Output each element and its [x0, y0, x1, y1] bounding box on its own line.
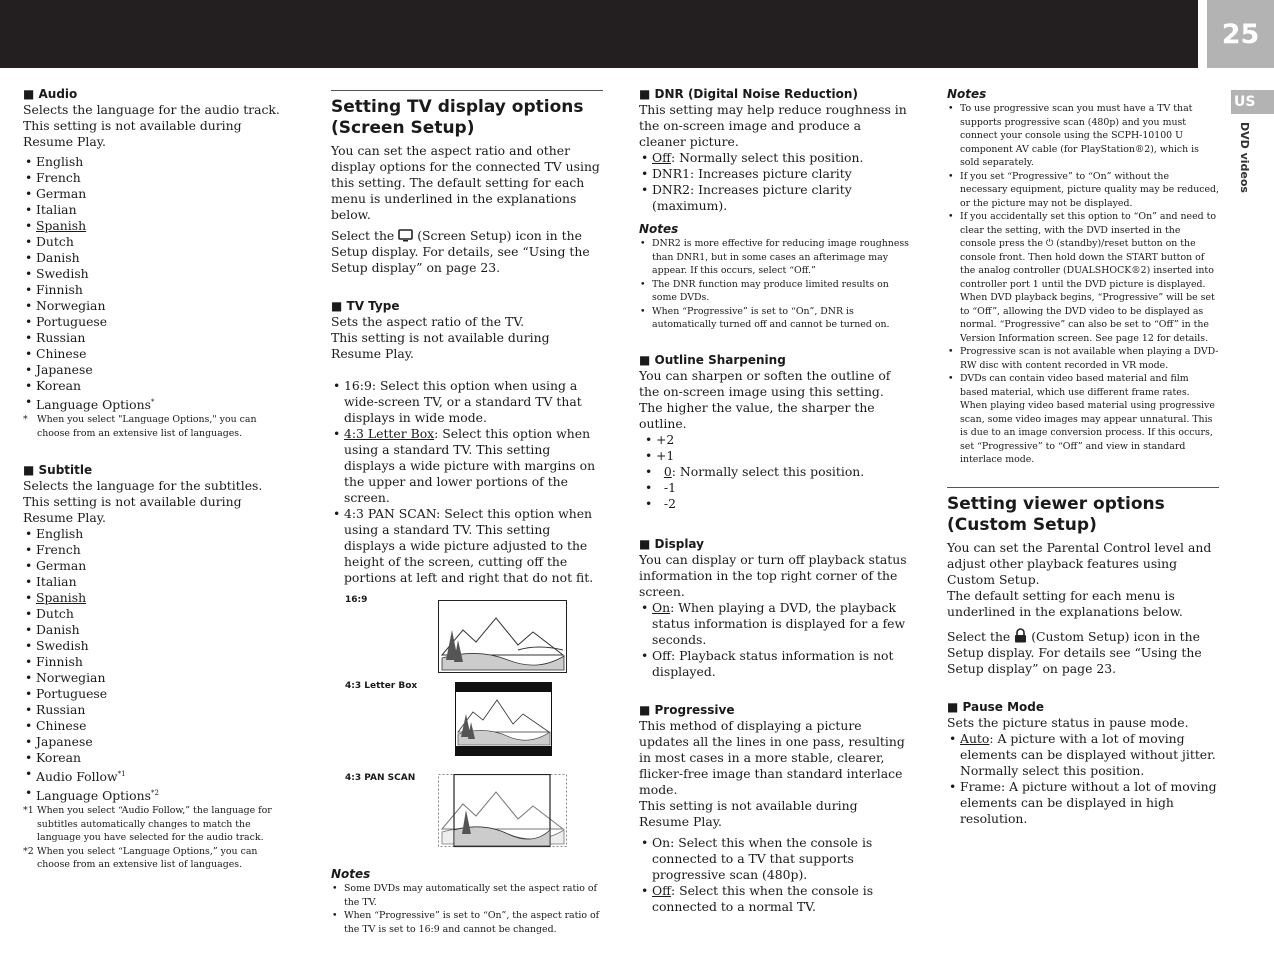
audio-note: This setting is not available during Resume Play.	[23, 118, 242, 149]
column-2	[331, 90, 603, 936]
option-value: -1	[663, 479, 676, 495]
list-item	[331, 426, 603, 506]
option-desc: : When playing a DVD, the playback status information is displayed for a few seconds.	[652, 599, 906, 647]
select-text-post: (Custom Setup) icon in the Setup display. For details see “Using the Setup display” on page 23.	[947, 628, 1202, 676]
list-item: • Swedish	[23, 638, 291, 654]
note-item: • If you set “Progressive” to “On” without the necessary equipment, picture quality may be reduced, or the picture may not be displayed.	[947, 170, 1219, 211]
list-item	[639, 150, 911, 166]
list-item	[639, 600, 911, 648]
default-option: Auto	[960, 730, 990, 746]
custom-setup-select	[947, 628, 1219, 677]
list-item: • Spanish	[23, 590, 291, 606]
footnote-mark: *2	[23, 845, 34, 857]
pause-mode-desc: Sets the picture status in pause mode.	[947, 714, 1189, 730]
item-label: Audio Follow	[36, 769, 118, 785]
list-item: • German	[23, 186, 291, 202]
note-item: • Progressive scan is not available when playing a DVD-RW disc with content recorded in VR mode.	[947, 345, 1219, 372]
progressive-notes-heading: Notes	[947, 87, 987, 101]
tv-notes-heading: Notes	[331, 867, 371, 881]
list-item: • Chinese	[23, 346, 291, 362]
aspect-ratio-figures	[331, 590, 603, 860]
page-number: 25	[1207, 0, 1274, 68]
tv-type-heading: ■ TV Type	[331, 298, 603, 314]
list-item: • English	[23, 154, 291, 170]
list-item: • English	[23, 526, 291, 542]
list-item: • Italian	[23, 574, 291, 590]
list-item: • Norwegian	[23, 670, 291, 686]
list-item: • Japanese	[23, 734, 291, 750]
list-item: • Portuguese	[23, 314, 291, 330]
dnr-options	[639, 150, 911, 214]
list-item: • Dutch	[23, 234, 291, 250]
column-4	[947, 86, 1219, 827]
list-item: • 4:3 PAN SCAN: Select this option when using a standard TV. This setting displays a wide picture adjusted to the height of the screen, cutting off the portions at left and right that do not fit.	[331, 506, 603, 586]
item-label: Language Options	[36, 397, 151, 413]
list-item	[23, 394, 291, 413]
list-item: • DNR2: Increases picture clarity (maximum).	[639, 182, 911, 214]
region-tab: US	[1231, 90, 1274, 114]
item-label: Language Options	[36, 788, 151, 804]
list-item: • 16:9: Select this option when using a wide-screen TV, or a standard TV that displays in wide mode.	[331, 378, 603, 426]
figure-label: 16:9	[345, 595, 368, 605]
list-item	[639, 883, 911, 915]
list-item: • Russian	[23, 702, 291, 718]
option-desc: : A picture with a lot of moving elements can be displayed without jitter. Normally select this position.	[960, 730, 1216, 778]
progressive-options	[639, 835, 911, 915]
list-item: • On: Select this when the console is connected to a TV that supports progressive scan (480p).	[639, 835, 911, 883]
default-option: Off	[652, 882, 671, 898]
screen-setup-select	[331, 228, 603, 276]
outline-options	[639, 432, 911, 512]
list-item: • Italian	[23, 202, 291, 218]
list-item: • Danish	[23, 622, 291, 638]
select-text-pre: Select the	[331, 228, 395, 243]
option-desc: : Normally select this position.	[670, 150, 864, 165]
display-options	[639, 600, 911, 680]
note-item: • DVDs can contain video based material and film based material, which use different frame rates. When playing video based material using progressive scan, some video images may appear unnatural. This is due to an image conversion process. If this occurs, set “Progressive” to “Off” and view in standard interlace mode.	[947, 372, 1219, 467]
list-item: • German	[23, 558, 291, 574]
pan-scan-illustration	[438, 774, 568, 848]
tv-type-desc: Sets the aspect ratio of the TV.	[331, 314, 525, 329]
default-option: 0	[663, 463, 672, 479]
list-item: • Spanish	[23, 218, 291, 234]
list-item	[643, 496, 911, 512]
dnr-notes-list	[639, 237, 911, 332]
audio-language-list	[23, 154, 291, 413]
list-item: • Dutch	[23, 606, 291, 622]
list-item: • French	[23, 542, 291, 558]
footnote-ref: *1	[117, 770, 126, 779]
list-item: • Korean	[23, 378, 291, 394]
column-3	[639, 86, 911, 915]
pause-mode-heading: ■ Pause Mode	[947, 699, 1219, 715]
figure-label: 4:3 Letter Box	[345, 681, 418, 691]
pause-mode-options	[947, 731, 1219, 827]
list-item: • Swedish	[23, 266, 291, 282]
footnote-text: When you select “Language Options,” you can choose from an extensive list of languages.	[37, 845, 258, 871]
letterbox-illustration	[455, 682, 553, 756]
list-item: • Korean	[23, 750, 291, 766]
custom-setup-intro-2: The default setting for each menu is underlined in the explanations below.	[947, 587, 1183, 619]
note-item: • When “Progressive” is set to “On”, DNR is automatically turned off and cannot be turned on.	[639, 305, 911, 332]
option-desc: : Select this option when using a standard TV. This setting displays a wide picture with margins on the upper and lower portions of the screen.	[344, 426, 596, 505]
footnote-mark: *1	[23, 805, 34, 817]
list-item: • +2	[643, 432, 911, 448]
dnr-notes-heading: Notes	[639, 222, 679, 236]
option-value: -2	[663, 495, 676, 511]
list-item	[643, 464, 911, 480]
list-item: • Danish	[23, 250, 291, 266]
outline-desc: You can sharpen or soften the outline of the on-screen image using this setting. The higher the value, the sharper the outline.	[639, 367, 891, 431]
custom-setup-lock-icon	[1014, 628, 1027, 643]
screen-setup-icon	[398, 229, 413, 242]
select-text-post: (Screen Setup) icon in the Setup display. For details, see “Using the Setup display” on page 23.	[331, 228, 590, 275]
note-item: • When “Progressive” is set to “On”, the aspect ratio of the TV is set to 16:9 and cannot be changed.	[331, 909, 603, 936]
subtitle-note: This setting is not available during Resume Play.	[23, 494, 242, 526]
audio-desc: Selects the language for the audio track.	[23, 102, 280, 117]
screen-setup-intro: You can set the aspect ratio and other display options for the connected TV using this setting. The default setting for each menu is underlined in the explanations below.	[331, 143, 600, 222]
list-item: • Japanese	[23, 362, 291, 378]
note-item: • If you accidentally set this option to “On” and need to clear the setting, with the DVD inserted in the console press the ⏻ (standby)/reset button on the console front. Then hold down the START button of the analog controller (DUALSHOCK®2) inserted into controller port 1 until the DVD picture is displayed. When DVD playback begins, “Progressive” will be set to “Off”, allowing the DVD video to be displayed as normal. “Progressive” can also be set to “Off” in the Version Information screen. See page 12 for details.	[947, 210, 1219, 345]
subtitle-heading: ■ Subtitle	[23, 462, 291, 478]
list-item	[947, 731, 1219, 779]
select-text-pre: Select the	[947, 628, 1011, 644]
list-item: • Portuguese	[23, 686, 291, 702]
audio-heading: ■ Audio	[23, 86, 291, 102]
list-item	[643, 480, 911, 496]
progressive-notes-list	[947, 102, 1219, 467]
list-item: • Finnish	[23, 282, 291, 298]
screen-setup-title: Setting TV display options (Screen Setup)	[331, 90, 603, 139]
progressive-note: This setting is not available during Resume Play.	[639, 797, 858, 829]
list-item: • Norwegian	[23, 298, 291, 314]
default-option: Off	[652, 150, 671, 165]
progressive-desc: This method of displaying a picture updates all the lines in one pass, resulting in most cases in a more stable, clearer, flicker-free image than standard interlace mode.	[639, 717, 905, 797]
list-item: • Russian	[23, 330, 291, 346]
column-1	[23, 86, 291, 872]
custom-setup-intro-1: You can set the Parental Control level and adjust other playback features using Custom Setup.	[947, 539, 1212, 587]
list-item: • French	[23, 170, 291, 186]
list-item: • Frame: A picture without a lot of moving elements can be displayed in high resolution.	[947, 779, 1219, 827]
display-heading: ■ Display	[639, 536, 911, 552]
tv-type-note: This setting is not available during Resume Play.	[331, 330, 550, 361]
list-item: • Chinese	[23, 718, 291, 734]
list-item: • +1	[643, 448, 911, 464]
header-bar	[0, 0, 1198, 68]
footnote-text: When you select “Audio Follow,” the language for subtitles automatically changes to match the language you have selected for the audio track.	[37, 805, 272, 844]
dnr-desc: This setting may help reduce roughness in the on-screen image and produce a cleaner picture.	[639, 102, 907, 149]
list-item: • Off: Playback status information is not displayed.	[639, 648, 911, 680]
list-item	[23, 766, 291, 785]
progressive-heading: ■ Progressive	[639, 702, 911, 718]
default-option: 4:3 Letter Box	[344, 426, 435, 441]
footnote-mark: *	[23, 414, 28, 426]
footnote-ref: *	[150, 398, 155, 406]
outline-heading: ■ Outline Sharpening	[639, 352, 911, 368]
subtitle-footnote-2	[23, 845, 291, 872]
tv-type-options	[331, 378, 603, 586]
figure-label: 4:3 PAN SCAN	[345, 773, 416, 783]
option-desc: : Select this when the console is connected to a normal TV.	[652, 882, 874, 914]
subtitle-language-list	[23, 526, 291, 804]
subtitle-desc: Selects the language for the subtitles.	[23, 478, 263, 494]
note-item: • DNR2 is more effective for reducing image roughness than DNR1, but in some cases an afterimage may appear. If this occurs, select “Off.”	[639, 237, 911, 278]
subtitle-footnote-1	[23, 804, 291, 845]
note-item: • To use progressive scan you must have a TV that supports progressive scan (480p) and you must connect your console using the SCPH-10100 U component AV cable (for PlayStation®2), which is sold separately.	[947, 102, 1219, 170]
footnote-ref: *2	[150, 789, 159, 798]
footnote-text: When you select "Language Options," you can choose from an extensive list of languages.	[37, 414, 257, 439]
note-item: • The DNR function may produce limited results on some DVDs.	[639, 278, 911, 305]
custom-setup-title: Setting viewer options (Custom Setup)	[947, 487, 1219, 536]
tv-notes-list	[331, 882, 603, 936]
option-desc: : Normally select this position.	[671, 463, 865, 479]
note-item: • Some DVDs may automatically set the aspect ratio of the TV.	[331, 882, 603, 909]
list-item: • DNR1: Increases picture clarity	[639, 166, 911, 182]
section-side-label: DVD videos	[1238, 122, 1251, 193]
list-item: • Finnish	[23, 654, 291, 670]
wide-screen-illustration	[438, 600, 568, 674]
default-option: On	[652, 599, 671, 615]
list-item	[23, 785, 291, 804]
display-desc: You can display or turn off playback status information in the top right corner of the screen.	[639, 551, 907, 599]
dnr-heading: ■ DNR (Digital Noise Reduction)	[639, 86, 911, 102]
audio-footnote	[23, 413, 291, 440]
